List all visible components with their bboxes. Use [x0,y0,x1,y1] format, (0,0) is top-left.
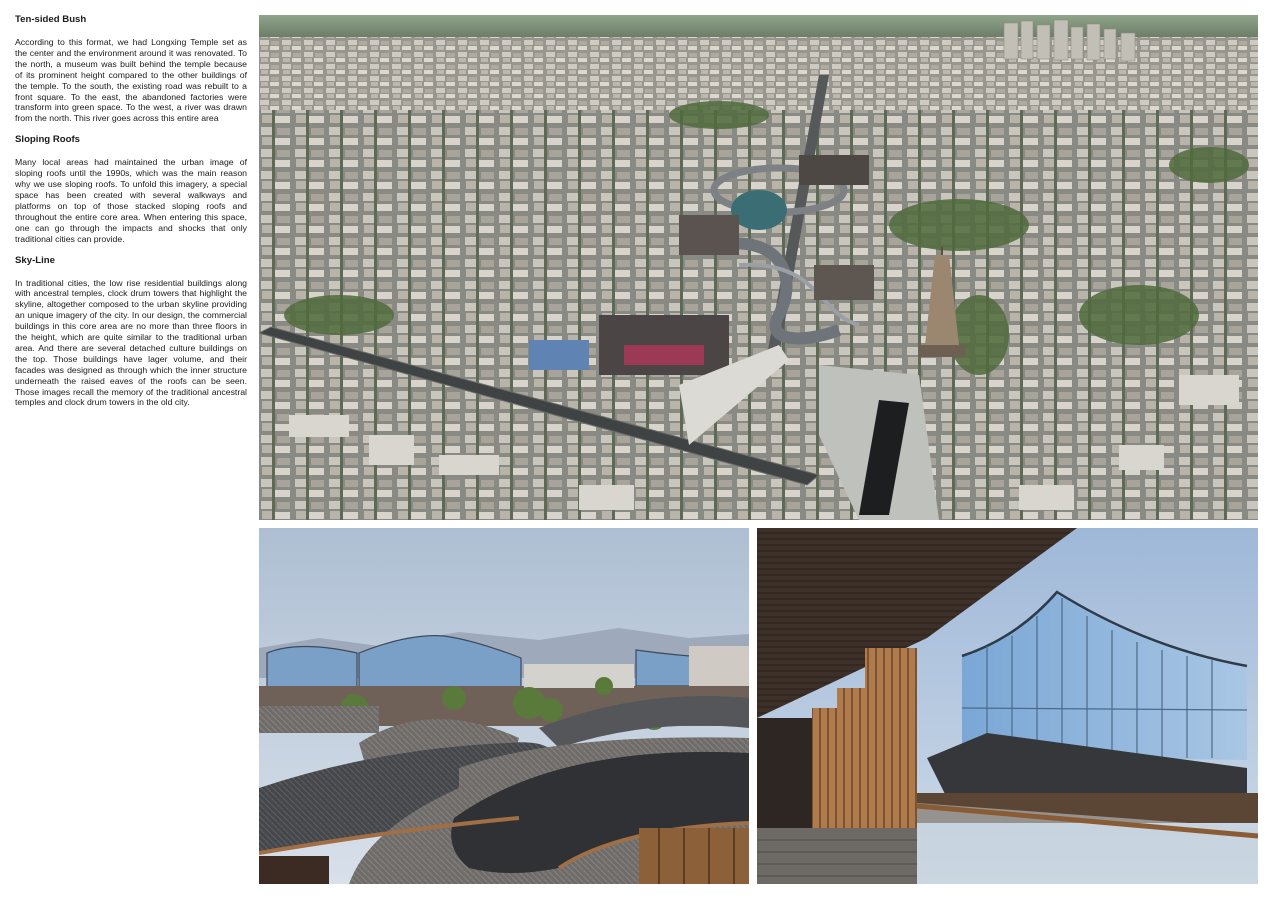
section-body: Many local areas had maintained the urban image of sloping roofs until the 1990s, which was the main reason why we use sloping roofs. To unfold this imagery, a special space has been created with several walkways and platforms on top of those stacked sloping roofs and throughout the entire core area. When entering this space, one can go through the impacts and shocks that only traditional cities can provide. [15,157,247,244]
glass-pavilion-photo [757,528,1258,884]
aerial-city-photo [259,15,1258,520]
section-heading: Sky-Line [15,254,55,266]
section-ten-sided-bush [15,14,247,124]
section-sky-line [15,255,247,409]
section-body: According to this format, we had Longxing Temple set as the center and the environment around it was renovated. To the north, a museum was built behind the temple because of its prominent height compared to the other buildings of the temple. To the south, the existing road was rebuilt to a front square. To the east, the abandoned factories were transform into green space. To the west, a river was drawn from the north. This river goes across this entire area [15,37,247,124]
section-body: In traditional cities, the low rise residential buildings along with ancestral temples, clock drum towers that highlight the skyline, altogether composed to the urban skyline providing an unique imagery of the city. In our design, the commercial buildings in this core area are no more than three floors in the height, which are quite similar to the traditional urban area. And there are several detached culture buildings on the top. Those buildings have lager volume, and their facades was designed as through which the inner structure underneath the raised eaves of the roofs can be seen. Those images recall the memory of the traditional ancestral temples and clock drum towers in the old city. [15,277,247,408]
section-heading: Sloping Roofs [15,134,81,146]
section-heading: Ten-sided Bush [15,14,87,25]
section-sloping-roofs [15,134,247,244]
text-column [15,14,247,418]
sloping-roofs-photo [259,528,749,884]
